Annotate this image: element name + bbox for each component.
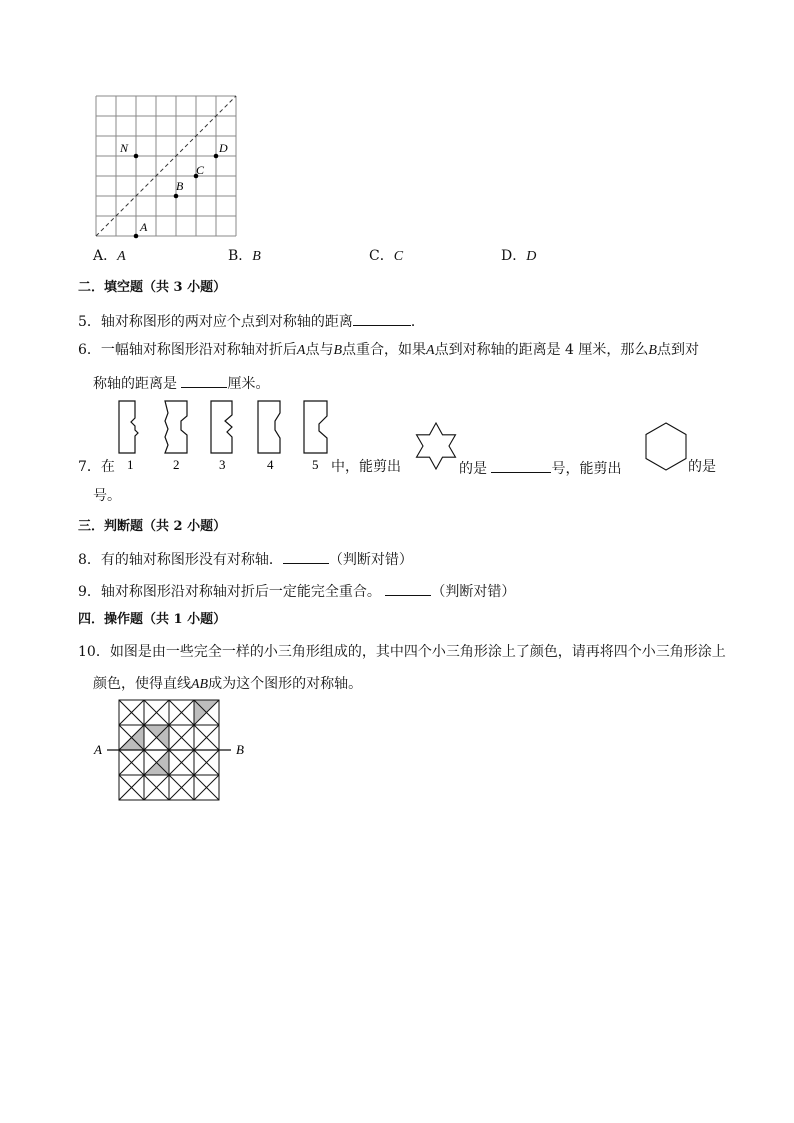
question-7-line2: 号。 [93, 488, 121, 504]
section-4-title: 四．操作题（共 1 小题） [78, 612, 227, 627]
question-10-line2: 颜色，使得直线AB成为这个图形的对称轴。 [93, 676, 363, 692]
question-6-line1: 6．一幅轴对称图形沿对称轴对折后A点与B点重合，如果A点到对称轴的距离是 4 厘米，那么B点到对 [78, 342, 699, 358]
question-7-after-hex: 的是 [688, 459, 716, 475]
label-d: D [219, 141, 228, 155]
question-9: 9．轴对称图形沿对称轴对折后一定能完全重合。 （判断对错） [78, 584, 516, 600]
point-d [214, 154, 219, 159]
label-b: B [236, 742, 244, 757]
section-2-title: 二．填空题（共 3 小题） [78, 280, 227, 295]
q6-answer-blank[interactable] [181, 375, 227, 388]
q9-answer-blank[interactable] [385, 583, 431, 596]
question-5: 5．轴对称图形的两对应个点到对称轴的距离 ． [78, 314, 425, 330]
point-b [174, 194, 179, 199]
shape-label-2: 2 [173, 457, 180, 472]
shape-label-4: 4 [267, 457, 274, 472]
question-7-mid: 中，能剪出 [331, 459, 401, 475]
option-a: A．A [93, 248, 126, 264]
shape-5 [304, 401, 327, 453]
section-3-title: 三．判断题（共 2 小题） [78, 519, 227, 534]
symmetry-axis-dashed [96, 96, 236, 236]
shape-2 [165, 401, 187, 453]
hexagon-shape [643, 421, 689, 473]
q5-answer-blank[interactable] [353, 313, 411, 326]
question-8: 8．有的轴对称图形没有对称轴． （判断对错） [78, 552, 413, 568]
shape-label-3: 3 [219, 457, 226, 472]
shape-label-5: 5 [312, 457, 319, 472]
point-a [134, 234, 139, 239]
label-c: C [196, 163, 205, 177]
option-c: C．C [369, 248, 404, 264]
question-7-prefix: 7．在 [78, 459, 115, 475]
q10-triangle-grid [92, 697, 252, 803]
shape-label-1: 1 [127, 457, 134, 472]
shape-1 [119, 401, 138, 453]
question-7-after-star: 的是 号，能剪出 [459, 461, 622, 477]
shape-4 [258, 401, 280, 453]
q4-grid-figure [96, 96, 236, 236]
option-d: D．D [501, 248, 537, 264]
q7-answer-blank-1[interactable] [491, 460, 551, 473]
q8-answer-blank[interactable] [283, 551, 329, 564]
point-n [134, 154, 139, 159]
shape-3 [211, 401, 232, 453]
question-6-line2: 称轴的距离是 厘米。 [93, 376, 270, 392]
label-a: A [140, 220, 148, 234]
question-10-line1: 10．如图是由一些完全一样的小三角形组成的，其中四个小三角形涂上了颜色，请再将四个小三角形涂上 [78, 644, 726, 660]
label-a: A [94, 742, 102, 757]
q7-cut-shapes [110, 398, 340, 476]
label-n: N [120, 141, 129, 155]
star-shape [413, 421, 459, 471]
option-b: B．B [228, 248, 261, 264]
label-b: B [176, 179, 184, 193]
